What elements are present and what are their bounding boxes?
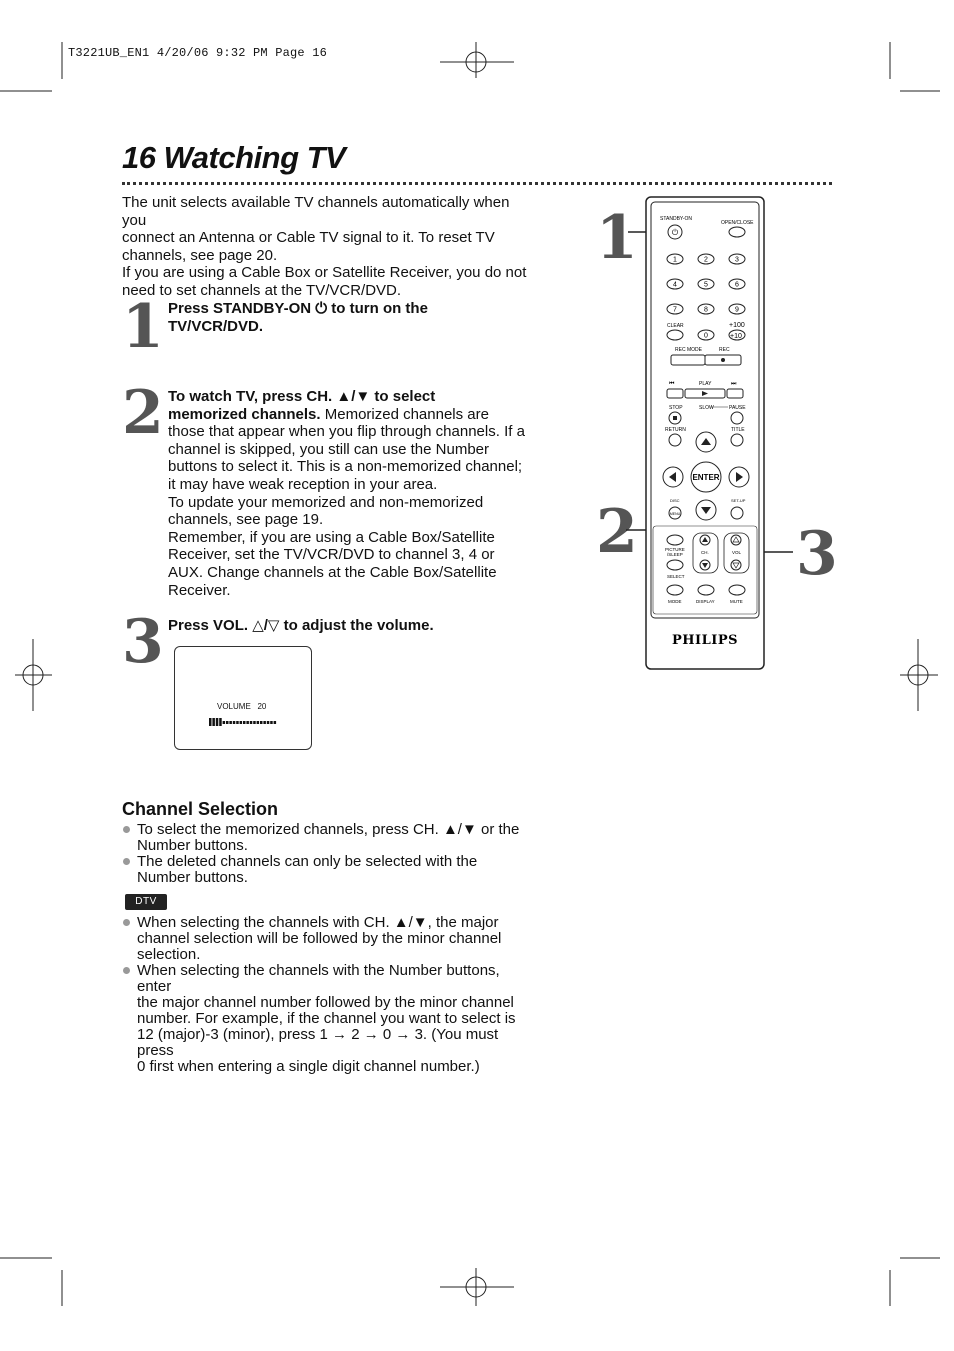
intro-paragraph: The unit selects available TV channels automatically when you connect an Antenna or Cable TV signal to it. To reset TV channels, see page 20. If you are using a Cable Box or Satellite Receiver, you do not need to set channels at the TV/VCR/DVD. (122, 194, 527, 299)
list-item: When selecting the channels with CH. ▲/▼, the major channel selection will be followed by the minor channel selection. (122, 915, 532, 963)
volume-segment-empty (250, 721, 253, 724)
volume-segment-empty (236, 721, 239, 724)
tv-screen-volume-osd (174, 646, 312, 750)
label-ch: CH. (701, 550, 709, 555)
volume-segment-filled (216, 718, 219, 726)
brand-logo: PHILIPS (671, 633, 739, 648)
label-open-close: OPEN/CLOSE (721, 220, 754, 226)
volume-segment-filled (219, 718, 222, 726)
remote-control (645, 196, 765, 670)
digit-label: 9 (735, 306, 739, 314)
return-button[interactable] (669, 434, 681, 446)
volume-segment-empty (240, 721, 243, 724)
digit-label: 1 (673, 256, 677, 264)
digit-label: 2 (704, 256, 708, 264)
select-button[interactable] (667, 560, 683, 570)
volume-segment-empty (274, 721, 277, 724)
label-standby: STANDBY-ON (660, 216, 692, 222)
label-vol: VOL (732, 550, 742, 555)
print-slug: T3221UB_EN1 4/20/06 9:32 PM Page 16 (68, 46, 328, 60)
volume-segment-filled (209, 718, 212, 726)
digit-label: 4 (673, 281, 677, 289)
title-divider (122, 182, 832, 185)
volume-readout: VOLUME 20 (217, 702, 267, 711)
callout-number-3: 3 (796, 519, 838, 589)
label-clear: CLEAR (667, 323, 684, 329)
step-2-text: To watch TV, press CH. ▲/▼ to select memorized channels. Memorized channels are those that appear when you flip through channels. If a channel is skipped, you still can use the Number buttons to select it. This is a non-memorized channel; it may have weak reception in your area. To update your memorized and non-memorized channels, see page 19. Remember, if you are using a Cable Box/Satellite Receiver, set the TV/VCR/DVD to channel 3, 4 or AUX. Change channels at the Cable Box/Satellite Receiver. (168, 388, 525, 599)
label-slow: SLOW (699, 405, 714, 411)
label-title: TITLE (731, 427, 745, 433)
step-number-3: 3 (122, 607, 164, 677)
dtv-badge: DTV (125, 894, 167, 910)
digit-label: 0 (704, 332, 708, 340)
label-display: DISPLAY (696, 599, 715, 604)
label-stop: STOP (669, 405, 683, 411)
volume-segment-empty (270, 721, 273, 724)
volume-segment-filled (212, 718, 215, 726)
channel-bullets (122, 822, 532, 886)
picture-sleep-button[interactable] (667, 535, 683, 545)
mode-button[interactable] (667, 585, 683, 595)
label-sleep: /SLEEP (667, 552, 683, 557)
mute-button[interactable] (729, 585, 745, 595)
volume-level-bar (209, 718, 277, 726)
label-play: PLAY (699, 381, 712, 387)
callout-number-1: 1 (596, 203, 638, 273)
label-return: RETURN (665, 427, 686, 433)
label-picture: PICTURE (665, 547, 685, 552)
label-rec-mode: REC MODE (675, 347, 702, 353)
volume-segment-empty (253, 721, 256, 724)
record-icon (721, 358, 725, 362)
step-number-2: 2 (122, 378, 164, 448)
label-mute: MUTE (730, 599, 743, 604)
volume-segment-empty (226, 721, 229, 724)
volume-segment-empty (260, 721, 263, 724)
rec-mode-button[interactable] (671, 355, 705, 365)
step-number-1: 1 (122, 292, 164, 362)
volume-segment-empty (223, 721, 226, 724)
label-plus100: +100 (729, 322, 745, 329)
open-close-button[interactable] (729, 227, 745, 237)
label-pause: PAUSE (729, 405, 746, 411)
next-icon: ⏭ (731, 381, 737, 387)
step-1-text: Press STANDBY-ON ⏻ to turn on the TV/VCR/DVD. (168, 300, 428, 335)
volume-segment-empty (233, 721, 236, 724)
title-button[interactable] (731, 434, 743, 446)
label-mode: MODE (668, 599, 682, 604)
clear-button[interactable] (667, 330, 683, 340)
pause-button[interactable] (731, 412, 743, 424)
volume-segment-empty (229, 721, 232, 724)
list-item: The deleted channels can only be selected with the Number buttons. (122, 854, 532, 886)
volume-segment-empty (257, 721, 260, 724)
step-3-text: Press VOL. △/▽ to adjust the volume. (168, 617, 434, 634)
prev-icon: ⏮ (669, 381, 675, 387)
list-item: To select the memorized channels, press CH. ▲/▼ or the Number buttons. (122, 822, 532, 854)
callout-number-2: 2 (596, 497, 638, 567)
label-select: SELECT (667, 574, 685, 579)
volume-segment-empty (263, 721, 266, 724)
label-setup: SET-UP (731, 498, 746, 503)
dtv-bullets (122, 915, 532, 1075)
ffwd-button[interactable] (727, 389, 743, 398)
section-heading: Channel Selection (122, 799, 279, 819)
page-title: 16 Watching TV (122, 140, 346, 175)
rewind-button[interactable] (667, 389, 683, 398)
list-item: When selecting the channels with the Number buttons, enter the major channel number followed by the minor channel number. For example, if the channel you want to select is 12 (major)-3 (minor), press 1 → 2 → 0 → 3. (You must press 0 first when entering a single digit channel number.) (122, 963, 532, 1075)
digit-label: 8 (704, 306, 708, 314)
stop-icon (673, 416, 677, 420)
display-button[interactable] (698, 585, 714, 595)
digit-label: 6 (735, 281, 739, 289)
setup-button[interactable] (731, 507, 743, 519)
label-plus10: +10 (730, 333, 742, 340)
label-rec: REC (719, 347, 730, 353)
volume-segment-empty (267, 721, 270, 724)
label-disc: DISC (670, 498, 680, 503)
digit-label: 5 (704, 281, 708, 289)
power-icon: ⏻ (671, 228, 679, 237)
volume-segment-empty (243, 721, 246, 724)
label-menu: MENU (669, 512, 681, 516)
digit-label: 7 (673, 306, 677, 314)
digit-label: 3 (735, 256, 739, 264)
volume-segment-empty (246, 721, 249, 724)
label-enter: ENTER (692, 473, 720, 482)
